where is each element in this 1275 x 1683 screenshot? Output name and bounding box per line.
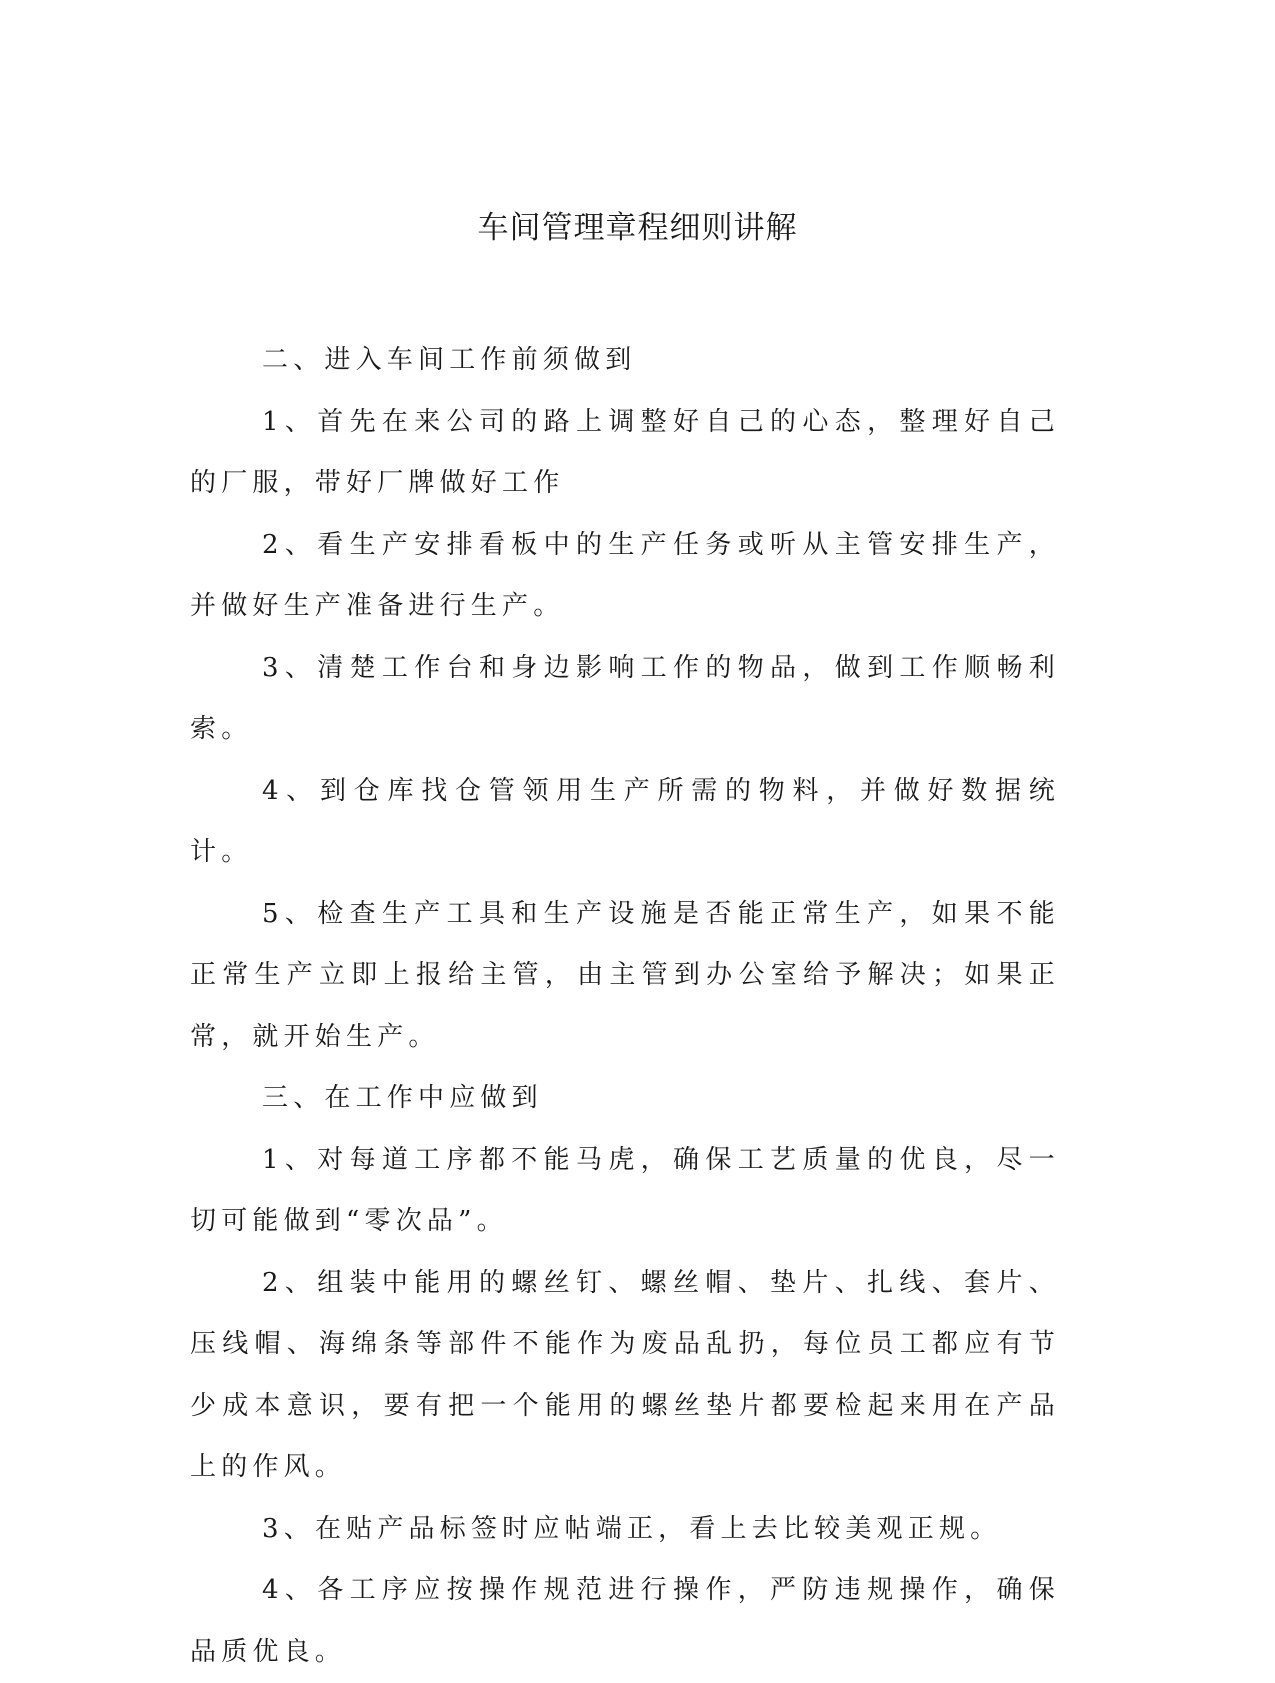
list-item: 4、到仓库找仓管领用生产所需的物料，并做好数据统计。 (190, 775, 1060, 867)
list-item: 2、看生产安排看板中的生产任务或听从主管安排生产，并做好生产准备进行生产。 (190, 529, 1060, 621)
list-item: 5、检查生产工具和生产设施是否能正常生产，如果不能正常生产立即上报给主管，由主管到办公室给予解决；如果正常，就开始生产。 (190, 898, 1060, 1052)
document-body (190, 330, 1060, 1683)
section-heading: 二、进入车间工作前须做到 (262, 345, 637, 375)
list-item: 1、对每道工序都不能马虎，确保工艺质量的优良，尽一切可能做到“零次品”。 (190, 1144, 1060, 1236)
list-item: 1、首先在来公司的路上调整好自己的心态，整理好自己的厂服，带好厂牌做好工作 (190, 406, 1060, 498)
document-title: 车间管理章程细则讲解 (477, 210, 798, 246)
list-item: 4、各工序应按操作规范进行操作，严防违规操作，确保品质优良。 (190, 1575, 1060, 1667)
list-item: 3、清楚工作台和身边影响工作的物品，做到工作顺畅利索。 (190, 652, 1060, 744)
list-item: 2、组装中能用的螺丝钉、螺丝帽、垫片、扎线、套片、压线帽、海绵条等部件不能作为废品乱扔，每位员工都应有节少成本意识，要有把一个能用的螺丝垫片都要检起来用在产品上的作风。 (190, 1267, 1060, 1482)
list-item: 3、在贴产品标签时应帖端正，看上去比较美观正规。 (262, 1513, 1002, 1544)
section-heading: 三、在工作中应做到 (262, 1083, 543, 1113)
